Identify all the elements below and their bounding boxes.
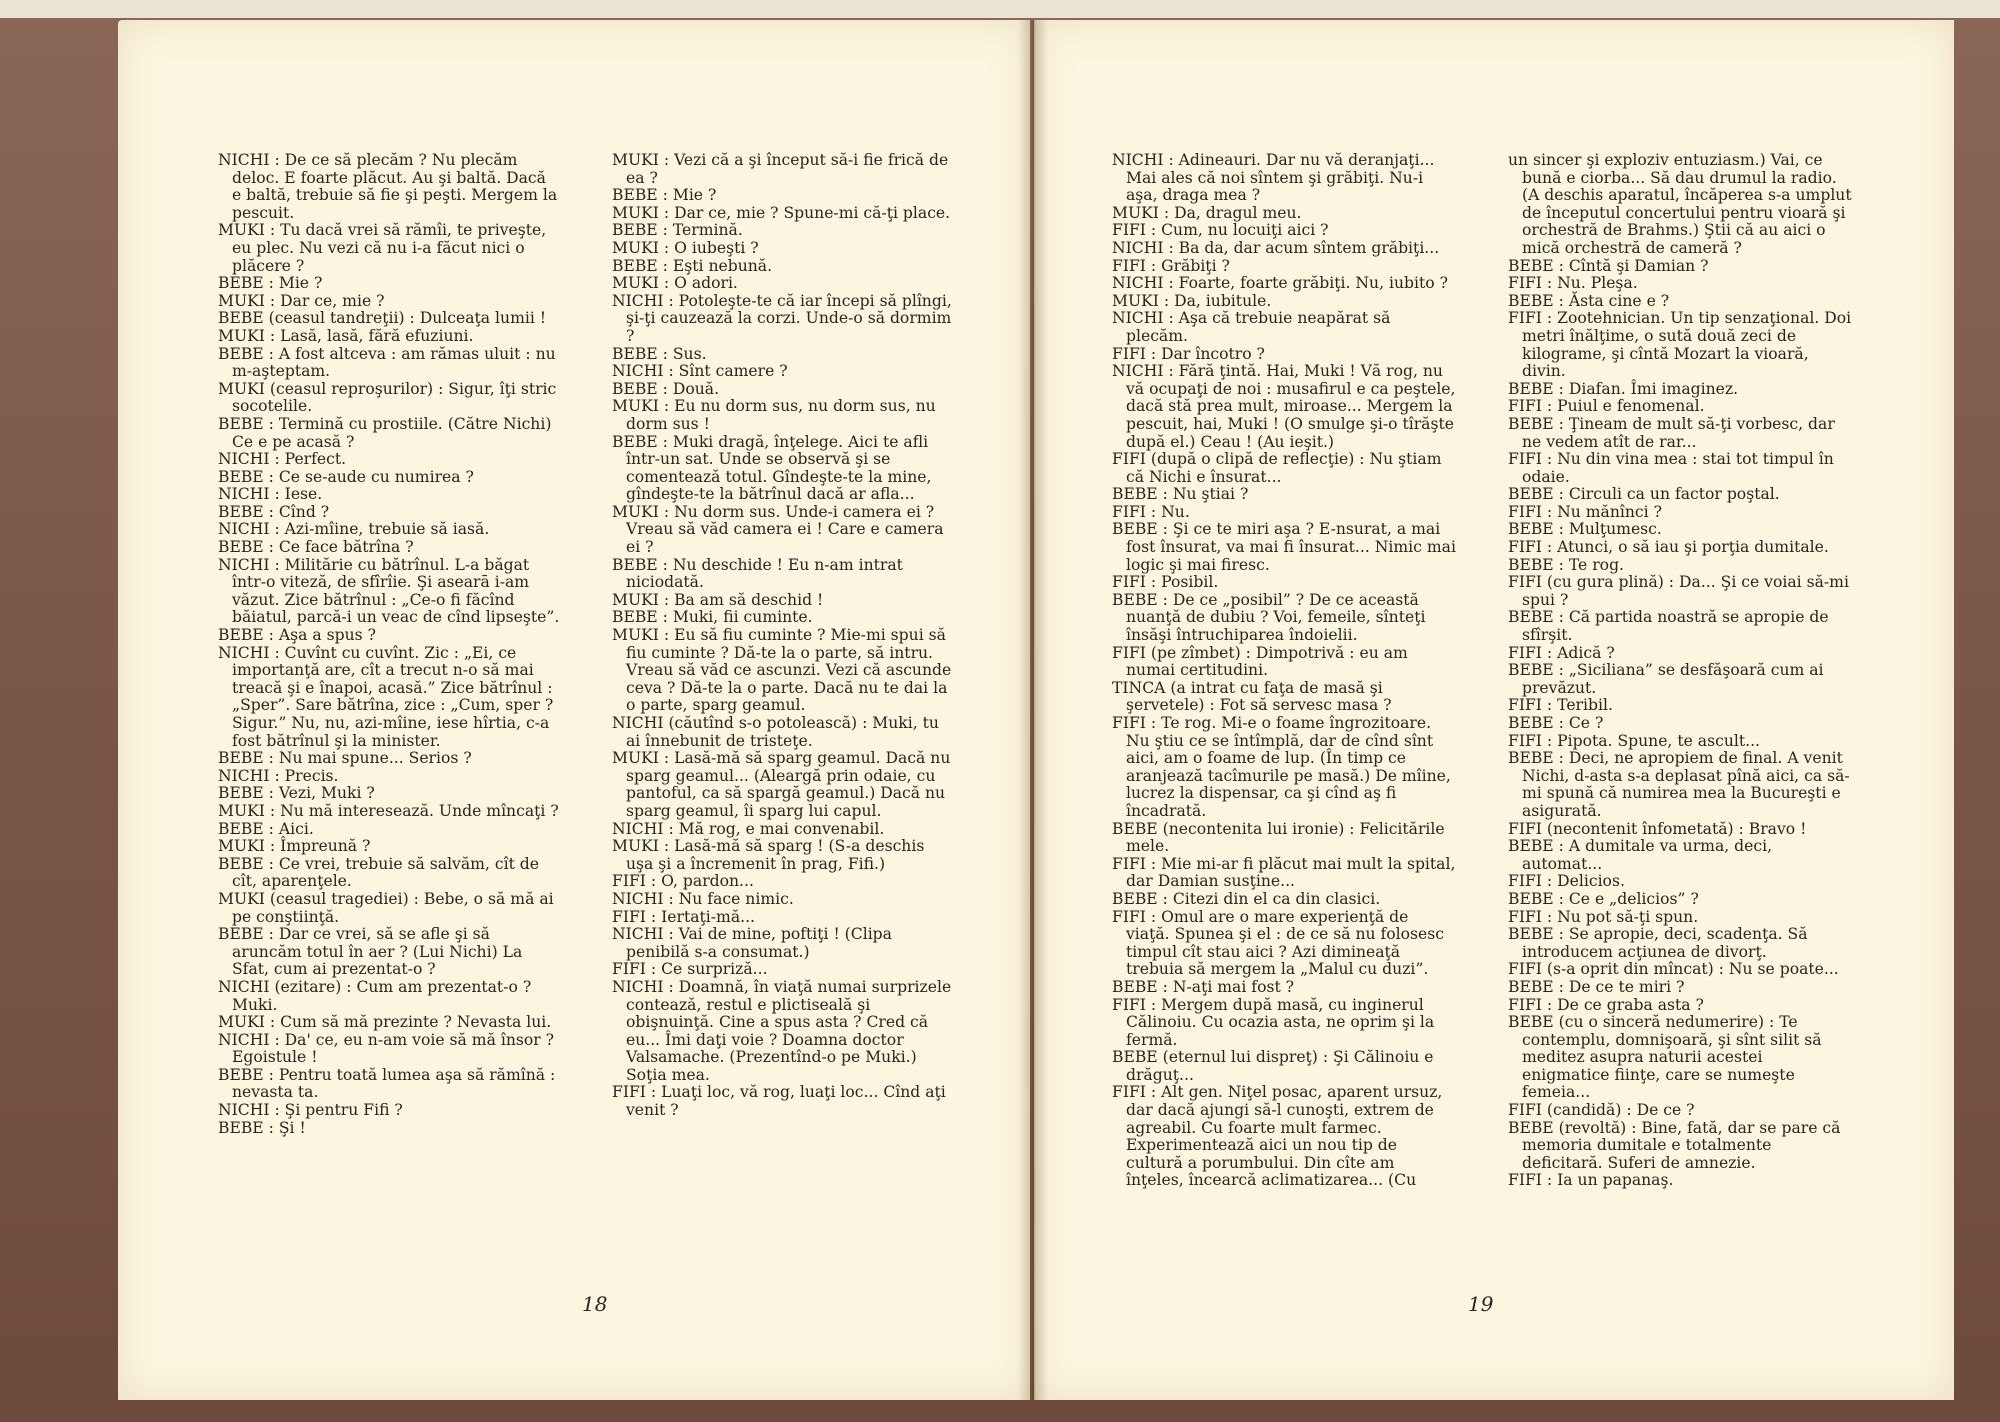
right-page-column-2	[1508, 152, 1852, 1190]
dialogue-line: BEBE : A dumitale va urma, deci, automat...	[1508, 837, 1773, 873]
dialogue-line: FIFI : Dar încotro ?	[1112, 344, 1265, 363]
dialogue-line: BEBE : Mie ?	[612, 186, 717, 205]
right-page-column-1	[1112, 152, 1456, 1190]
dialogue-line: MUKI : Da, dragul meu.	[1112, 203, 1302, 222]
book-gutter	[1018, 20, 1048, 1400]
dialogue-line: TINCA (a intrat cu faţa de masă şi şervetele) : Fot să servesc masa ?	[1112, 678, 1392, 715]
dialogue-line: FIFI : Alt gen. Niţel posac, aparent ursuz, dar dacă ajungi să-l cunoşti, extrem de agreabil. Cu foarte mult farmec. Experimentează aici un nou tip de cultură a porumbului. Din cîte am înţeles, încearcă aclimatizarea... (Cu	[1112, 1083, 1443, 1190]
dialogue-line: BEBE : Cîntă şi Damian ?	[1508, 256, 1709, 275]
dialogue-line: MUKI : Lasă-mă să sparg geamul. Dacă nu sparg geamul... (Aleargă prin odaie, cu pantoful, ca să spargă geamul.) Dacă nu sparg geamul, îi sparg lui capul.	[612, 749, 951, 820]
dialogue-line: BEBE : Vezi, Muki ?	[218, 784, 375, 803]
dialogue-line: NICHI : Foarte, foarte grăbiţi. Nu, iubito ?	[1112, 274, 1448, 293]
page-number-right: 19	[1468, 1292, 1494, 1316]
dialogue-line: BEBE : Şi ce te miri aşa ? E-nsurat, a mai fost însurat, va mai fi însurat... Nimic mai logic şi mai firesc.	[1112, 520, 1456, 574]
dialogue-line: FIFI : Posibil.	[1112, 573, 1219, 592]
dialogue-line: BEBE : Mulţumesc.	[1508, 520, 1662, 539]
dialogue-line: FIFI (după o clipă de reflecţie) : Nu ştiam că Nichi e însurat...	[1112, 450, 1442, 486]
dialogue-line: FIFI : De ce graba asta ?	[1508, 995, 1704, 1014]
dialogue-line: NICHI : Azi-mîine, trebuie să iasă.	[218, 520, 490, 539]
dialogue-line: NICHI : Cuvînt cu cuvînt. Zic : „Ei, ce importanţă are, cît a trecut n-o să mai treacă şi e înapoi, acasă.” Zice bătrînul : „Sper”. Sare bătrîna, zice : „Cum, sper ? Sigur.” Nu, nu, azi-mîine, iese hîrtia, c-a fost bătrînul şi la minister.	[218, 643, 554, 750]
dialogue-line: MUKI : Nu mă interesează. Unde mîncaţi ?	[218, 801, 559, 820]
dialogue-line: MUKI : Eu nu dorm sus, nu dorm sus, nu dorm sus !	[612, 397, 936, 433]
scan-background-strip	[0, 0, 2000, 18]
dialogue-line: NICHI : Da' ce, eu n-am voie să mă însor ? Egoistule !	[218, 1030, 555, 1067]
dialogue-line: BEBE : Se apropie, deci, scadenţa. Să introducem acţiunea de divorţ.	[1508, 925, 1808, 961]
dialogue-line: MUKI : Lasă, lasă, fără efuziuni.	[218, 326, 474, 345]
dialogue-line: BEBE : A fost altceva : am rămas uluit : nu m-aşteptam.	[218, 344, 556, 381]
dialogue-line: FIFI : Luaţi loc, vă rog, luaţi loc... Cînd aţi venit ?	[612, 1083, 946, 1120]
dialogue-line: BEBE : Ce se-aude cu numirea ?	[218, 467, 474, 486]
dialogue-line: FIFI : Mergem după masă, cu inginerul Călinoiu. Cu ocazia asta, ne oprim şi la fermă.	[1112, 995, 1435, 1049]
dialogue-line: BEBE : Diafan. Îmi imaginez.	[1508, 379, 1739, 398]
dialogue-line: NICHI : De ce să plecăm ? Nu plecăm deloc. E foarte plăcut. Au şi baltă. Dacă e baltă, trebuie să fie şi peşti. Mergem la pescuit.	[218, 151, 558, 222]
dialogue-line: BEBE (eternul lui dispreţ) : Şi Călinoiu e drăguţ...	[1112, 1048, 1434, 1084]
dialogue-line: MUKI : O iubeşti ?	[612, 238, 759, 257]
dialogue-line: FIFI : Delicios.	[1508, 872, 1625, 891]
dialogue-line: FIFI (necontenit înfometată) : Bravo !	[1508, 819, 1807, 838]
dialogue-line: BEBE : Dar ce vrei, să se afle şi să aruncăm totul în aer ? (Lui Nichi) La Sfat, cum ai prezentat-o ?	[218, 925, 523, 979]
dialogue-line: FIFI (pe zîmbet) : Dimpotrivă : eu am numai certitudini.	[1112, 643, 1408, 680]
dialogue-line: BEBE : Nu mai spune... Serios ?	[218, 749, 472, 768]
dialogue-line: BEBE : Sus.	[612, 344, 707, 363]
dialogue-line: MUKI : Dar ce, mie ? Spune-mi că-ţi place.	[612, 203, 951, 222]
dialogue-line: BEBE : Ce vrei, trebuie să salvăm, cît de cît, aparenţele.	[218, 854, 540, 891]
dialogue-line: BEBE : Nu ştiai ?	[1112, 485, 1249, 504]
dialogue-line: BEBE : Pentru toată lumea aşa să rămînă : nevasta ta.	[218, 1065, 556, 1102]
dialogue-line: FIFI : Atunci, o să iau şi porţia dumitale.	[1508, 538, 1829, 557]
dialogue-line: NICHI : Mă rog, e mai convenabil.	[612, 819, 885, 838]
dialogue-line: FIFI : Adică ?	[1508, 643, 1615, 662]
dialogue-line: MUKI (ceasul tragediei) : Bebe, o să mă ai pe conştiinţă.	[218, 889, 554, 926]
dialogue-line: BEBE : Ce ?	[1508, 714, 1604, 732]
dialogue-line: BEBE (ceasul tandreţii) : Dulceaţa lumii !	[218, 309, 547, 328]
dialogue-line: MUKI : O adori.	[612, 274, 738, 293]
dialogue-line: BEBE : De ce „posibil” ? De ce această nuanţă de dubiu ? Voi, femeile, sînteţi însăşi întruchiparea îndoielii.	[1112, 590, 1426, 645]
dialogue-line: FIFI (candidă) : De ce ?	[1508, 1101, 1695, 1120]
dialogue-line: BEBE : Muki, fii cuminte.	[612, 608, 813, 627]
dialogue-line: BEBE : Două.	[612, 379, 720, 398]
dialogue-line: FIFI : Grăbiţi ?	[1112, 256, 1230, 275]
dialogue-line: BEBE : Aici.	[218, 819, 314, 838]
dialogue-line: FIFI : O, pardon...	[612, 872, 754, 891]
dialogue-line: NICHI : Fără ţintă. Hai, Muki ! Vă rog, nu vă ocupaţi de noi : musafirul e ca peştele, dacă stă prea mult, miroase... Mergem la pescuit, hai, Muki ! (O smulge şi-o tîrăşte după el.) Ceau ! (Au ieşit.)	[1112, 362, 1456, 451]
dialogue-line: NICHI (ezitare) : Cum am prezentat-o ? Muki.	[218, 977, 532, 1014]
dialogue-line: MUKI : Da, iubitule.	[1112, 291, 1272, 310]
dialogue-line: FIFI : Puiul e fenomenal.	[1508, 397, 1705, 416]
dialogue-line: BEBE : Circuli ca un factor poştal.	[1508, 485, 1780, 504]
dialogue-line: BEBE : Cînd ?	[218, 502, 330, 521]
dialogue-line: NICHI : Militărie cu bătrînul. L-a băgat într-o viteză, de sfîrîie. Şi asearā i-am văzut. Zice bătrînul : „Ce-o fi făcînd băiatul, parcă-i un veac de cînd lipseşte”.	[218, 555, 560, 627]
dialogue-line: un sincer şi exploziv entuziasm.) Vai, ce bună e ciorba... Să dau drumul la radio. (A deschis aparatul, încăperea s-a umplut de începutul concertului pentru vioară şi orchestră de Brahms.) Ştii că au aici o mică orchestră de cameră ?	[1508, 151, 1852, 257]
dialogue-line: FIFI : Nu din vina mea : stai tot timpul în odaie.	[1508, 450, 1834, 486]
dialogue-line: BEBE : Aşa a spus ?	[218, 626, 376, 645]
dialogue-line: NICHI : Vai de mine, poftiţi ! (Clipa penibilă s-a consumat.)	[612, 925, 892, 961]
dialogue-line: MUKI : Împreună ?	[218, 837, 371, 856]
dialogue-line: BEBE : Muki dragă, înţelege. Aici te afli într-un sat. Unde se observă şi se comentează totul. Gîndeşte-te la mine, gîndeşte-te la bătrînul dacă ar afla...	[612, 432, 932, 504]
dialogue-line: NICHI : Aşa că trebuie neapărat să plecăm.	[1112, 309, 1391, 345]
dialogue-line: BEBE (necontenita lui ironie) : Felicitările mele.	[1112, 819, 1445, 856]
dialogue-line: BEBE : Nu deschide ! Eu n-am intrat niciodată.	[612, 555, 903, 592]
dialogue-line: MUKI : Nu dorm sus. Unde-i camera ei ? Vreau să văd camera ei ! Care e camera ei ?	[612, 502, 944, 557]
dialogue-line: FIFI : Nu mănînci ?	[1508, 502, 1662, 521]
dialogue-line: BEBE (revoltă) : Bine, fată, dar se pare că memoria dumitale e totalmente deficitară. Suferi de amnezie.	[1508, 1118, 1841, 1172]
dialogue-line: FIFI : Omul are o mare experienţă de viaţă. Spunea şi el : de ce să nu folosesc timpul cît stau aici ? Azi dimineaţă trebuia să mergem la „Malul cu duzi”.	[1112, 907, 1445, 979]
dialogue-line: MUKI : Cum să mă prezinte ? Nevasta lui.	[218, 1013, 552, 1032]
dialogue-line: NICHI : Iese.	[218, 485, 323, 504]
dialogue-line: MUKI : Lasă-mă să sparg ! (S-a deschis uşa şi a încremenit în prag, Fifi.)	[612, 837, 925, 873]
dialogue-line: FIFI : Nu. Pleşa.	[1508, 274, 1638, 293]
dialogue-line: FIFI : Nu pot să-ţi spun.	[1508, 907, 1699, 926]
page-number-left: 18	[582, 1292, 608, 1316]
dialogue-line: FIFI : Cum, nu locuiţi aici ?	[1112, 221, 1329, 240]
dialogue-line: MUKI : Eu să fiu cuminte ? Mie-mi spui să fiu cuminte ? Dă-te la o parte, să intru. Vreau să văd ce ascunzi. Vezi că ascunde ceva ? Dă-te la o parte. Dacă nu te dai la o parte, sparg geamul.	[612, 626, 952, 715]
dialogue-line: NICHI : Nu face nimic.	[612, 889, 794, 908]
dialogue-line: BEBE : Te rog.	[1508, 555, 1625, 574]
dialogue-line: FIFI (cu gura plină) : Da... Şi ce voiai să-mi spui ?	[1508, 573, 1849, 609]
dialogue-line: BEBE : Deci, ne apropiem de final. A venit Nichi, d-asta s-a deplasat pînă aici, ca să-mi spună că numirea mea la Bucureşti e asigurată.	[1508, 749, 1850, 820]
dialogue-line: FIFI : Teribil.	[1508, 696, 1613, 715]
dialogue-line: BEBE (cu o sinceră nedumerire) : Te contemplu, domnişoară, şi sînt silit să meditez asupra naturii acestei enigmatice fiinţe, care se numeşte femeia...	[1508, 1013, 1822, 1102]
dialogue-line: FIFI : Iertaţi-mă...	[612, 907, 756, 926]
dialogue-line: MUKI : Tu dacă vrei să rămîi, te priveşte, eu plec. Nu vezi că nu i-a făcut nici o plăcere ?	[218, 221, 547, 275]
dialogue-line: NICHI : Şi pentru Fifi ?	[218, 1101, 403, 1120]
dialogue-line: NICHI : Perfect.	[218, 450, 347, 469]
dialogue-line: BEBE : Termină.	[612, 221, 743, 240]
dialogue-line: BEBE : Ăsta cine e ?	[1508, 291, 1670, 310]
dialogue-line: FIFI : Te rog. Mi-e o foame îngrozitoare. Nu ştiu ce se întîmplă, dar de cînd sînt aici, am o foame de lup. (În timp ce aranjează tacîmurile pe masă.) De mîine, lucrez la dispensar, ca şi cînd aş fi încadrată.	[1112, 714, 1451, 820]
dialogue-line: FIFI (s-a oprit din mîncat) : Nu se poate...	[1508, 960, 1839, 979]
dialogue-line: BEBE : „Siciliana” se desfăşoară cum ai prevăzut.	[1508, 661, 1824, 697]
dialogue-line: MUKI : Vezi că a şi început să-i fie frică de ea ?	[612, 151, 949, 187]
dialogue-line: FIFI : Zootehnician. Un tip senzaţional. Doi metri înălţime, o sută două zeci de kilograme, şi cîntă Mozart la vioară, divin.	[1508, 309, 1852, 381]
dialogue-line: NICHI : Sînt camere ?	[612, 362, 788, 381]
dialogue-line: FIFI : Ia un papanaş.	[1508, 1171, 1674, 1190]
dialogue-line: NICHI : Doamnă, în viaţă numai surprizele contează, restul e plictiseală şi obişnuinţă. Cine a spus asta ? Cred că eu... Îmi daţi voie ? Doamna doctor Valsamache. (Prezentînd-o pe Muki.) Soţia mea.	[612, 977, 952, 1084]
dialogue-line: NICHI (căutînd s-o potolească) : Muki, tu ai înnebunit de tristeţe.	[612, 714, 939, 750]
dialogue-line: BEBE : Termină cu prostiile. (Către Nichi) Ce e pe acasă ?	[218, 414, 552, 451]
dialogue-line: BEBE : Ce e „delicios” ?	[1508, 889, 1699, 908]
dialogue-line: MUKI : Dar ce, mie ?	[218, 291, 385, 310]
dialogue-line: NICHI : Precis.	[218, 766, 339, 785]
dialogue-line: NICHI : Ba da, dar acum sîntem grăbiţi...	[1112, 238, 1440, 257]
dialogue-line: BEBE : Eşti nebună.	[612, 256, 773, 275]
dialogue-line: BEBE : Şi !	[218, 1118, 306, 1137]
dialogue-line: NICHI : Adineauri. Dar nu vă deranjaţi... Mai ales că noi sîntem şi grăbiţi. Nu-i aşa, draga mea ?	[1112, 151, 1435, 205]
left-page-column-2	[612, 152, 956, 1120]
dialogue-line: BEBE : N-aţi mai fost ?	[1112, 977, 1295, 996]
dialogue-line: NICHI : Potoleşte-te că iar începi să plîngi, şi-ţi cauzează la corzi. Unde-o să dormim ?	[612, 291, 952, 345]
dialogue-line: MUKI : Ba am să deschid !	[612, 590, 824, 609]
dialogue-line: FIFI : Pipota. Spune, te ascult...	[1508, 731, 1760, 750]
dialogue-line: FIFI : Nu.	[1112, 502, 1190, 521]
dialogue-line: FIFI : Ce surpriză...	[612, 960, 768, 979]
dialogue-line: BEBE : Ţineam de mult să-ţi vorbesc, dar ne vedem atît de rar...	[1508, 414, 1835, 451]
dialogue-line: BEBE : Citezi din el ca din clasici.	[1112, 889, 1381, 908]
dialogue-line: BEBE : De ce te miri ?	[1508, 977, 1685, 996]
dialogue-line: BEBE : Ce face bătrîna ?	[218, 538, 414, 557]
left-page-column-1	[218, 152, 560, 1137]
dialogue-line: BEBE : Mie ?	[218, 274, 323, 293]
dialogue-line: BEBE : Că partida noastră se apropie de sfîrşit.	[1508, 608, 1829, 645]
dialogue-line: FIFI : Mie mi-ar fi plăcut mai mult la spital, dar Damian susţine...	[1112, 854, 1456, 891]
dialogue-line: MUKI (ceasul reproşurilor) : Sigur, îţi stric socotelile.	[218, 379, 557, 416]
